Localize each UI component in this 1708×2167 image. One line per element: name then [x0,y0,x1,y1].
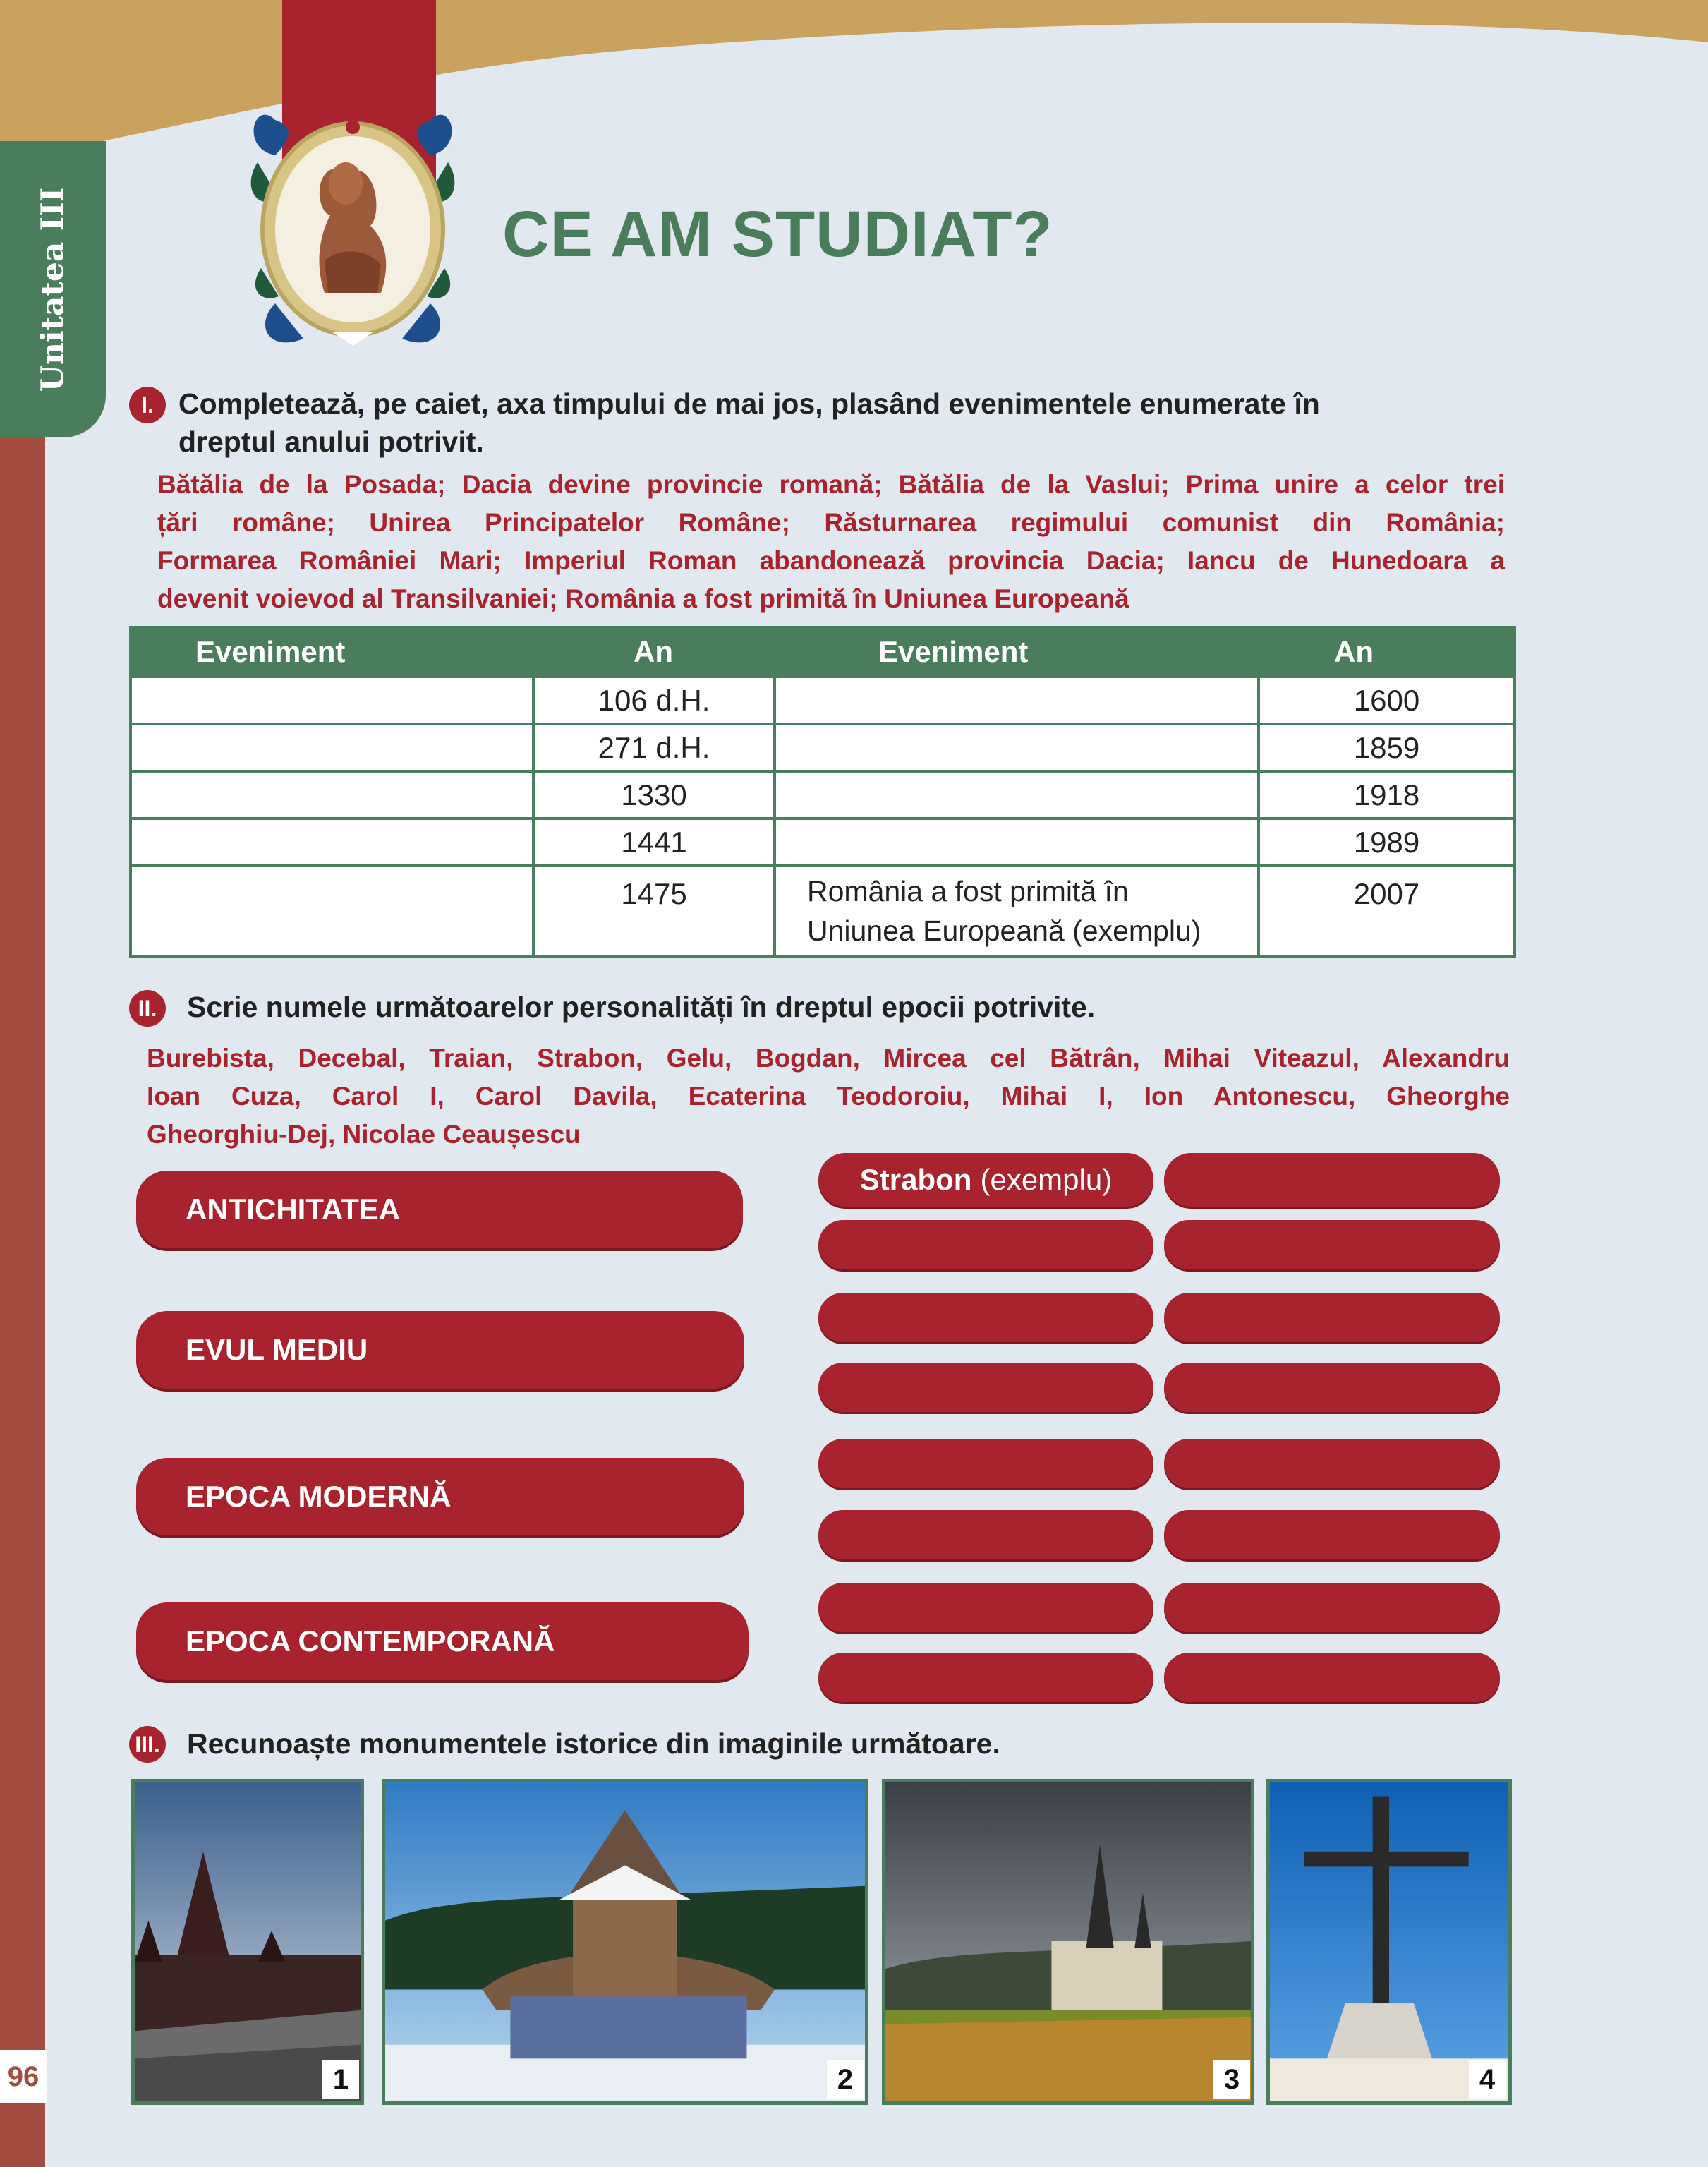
events-list [157,466,1505,618]
side-strip [0,437,45,2167]
monastery-photo [382,1779,868,2105]
section-1-instruction-line1: Completează, pe caiet, axa timpului de mai jos, plasând evenimentele enumerate în [178,387,1320,420]
section-1-number: I. [129,387,166,423]
photo-number: 2 [827,2060,864,2099]
era-evul-mediu: EVUL MEDIU [136,1311,744,1389]
header-year-left: An [533,627,775,677]
event-cell[interactable] [775,771,1259,819]
events-line: țări române; Unirea Principatelor Române; Răsturnarea regimului comunist din România; [157,508,1505,537]
page-title: CE AM STUDIAT? [502,198,1053,270]
example-name: Strabon [859,1163,972,1196]
name-pill[interactable] [1164,1220,1500,1269]
name-pill[interactable] [818,1293,1153,1342]
year-cell: 2007 [1259,866,1515,956]
section-2-instruction: Scrie numele următoarelor personalități în dreptul epocii potrivite. [187,991,1096,1023]
table-row [131,724,1515,771]
thinker-emblem-icon [247,92,459,353]
header-year-right: An [1259,627,1515,677]
table-row [131,771,1515,819]
year-cell: 1989 [1259,819,1515,866]
name-pill[interactable] [818,1439,1153,1488]
era-epoca-contemporana: EPOCA CONTEMPORANĂ [136,1602,749,1680]
table-row [131,677,1515,724]
era-antichitatea: ANTICHITATEA [136,1171,743,1248]
event-example-line2: Uniunea Europeană (exemplu) [807,915,1201,947]
event-example-line1: România a fost primită în [807,875,1129,907]
event-cell[interactable] [775,724,1259,771]
header-event-left: Eveniment [131,627,533,677]
names-line: Burebista, Decebal, Traian, Strabon, Gelu, Bogdan, Mircea cel Bătrân, Mihai Viteazul, Alexandru [147,1044,1510,1073]
event-cell[interactable] [131,724,533,771]
event-example-cell [775,866,1259,956]
name-pill[interactable] [818,1510,1153,1559]
year-cell: 271 d.H. [533,724,775,771]
photo-number: 4 [1469,2060,1506,2099]
cross-monument-photo [1266,1779,1512,2105]
names-list [147,1039,1510,1154]
event-cell[interactable] [131,819,533,866]
section-3-instruction: Recunoaște monumentele istorice din imaginile următoare. [187,1727,1000,1760]
photo-number: 1 [322,2060,359,2099]
name-pill[interactable] [1164,1653,1500,1702]
photo-number: 3 [1213,2060,1250,2099]
page-number: 96 [0,2050,47,2103]
year-cell: 1475 [533,866,775,956]
year-cell: 1859 [1259,724,1515,771]
section-1-instruction-line2: dreptul anului potrivit. [178,425,484,458]
events-line: Formarea României Mari; Imperiul Roman abandonează provincia Dacia; Iancu de Hunedoara a [157,546,1505,575]
section-3-number: III. [129,1726,166,1763]
event-cell[interactable] [775,677,1259,724]
name-pill[interactable] [1164,1153,1500,1207]
year-cell: 1441 [533,819,775,866]
unit-tab-label: Unitatea III [35,187,71,392]
names-line: Gheorghiu-Dej, Nicolae Ceaușescu [147,1120,581,1149]
castle-photo [131,1779,364,2105]
year-cell: 1600 [1259,677,1515,724]
timeline-table [129,626,1516,958]
name-pill[interactable] [818,1583,1153,1632]
name-pill[interactable] [818,1653,1153,1702]
year-cell: 106 d.H. [533,677,775,724]
name-pill[interactable] [818,1220,1153,1269]
name-pill[interactable] [818,1363,1153,1412]
header-event-right: Eveniment [775,627,1259,677]
event-cell[interactable] [131,866,533,956]
event-cell[interactable] [775,819,1259,866]
era-epoca-moderna: EPOCA MODERNĂ [136,1458,744,1535]
section-2-number: II. [129,990,166,1027]
name-pill[interactable] [1164,1363,1500,1412]
year-cell: 1330 [533,771,775,819]
events-line: Bătălia de la Posada; Dacia devine provincie romană; Bătălia de la Vaslui; Prima unire a celor trei [157,470,1505,499]
year-cell: 1918 [1259,771,1515,819]
palace-photo [882,1779,1254,2105]
event-cell[interactable] [131,677,533,724]
table-header-row [131,627,1515,677]
name-pill-example [818,1153,1153,1207]
table-row [131,819,1515,866]
name-pill[interactable] [1164,1439,1500,1488]
names-line: Ioan Cuza, Carol I, Carol Davila, Ecaterina Teodoroiu, Mihai I, Ion Antonescu, Gheorghe [147,1082,1510,1111]
name-pill[interactable] [1164,1510,1500,1559]
example-suffix: (exemplu) [980,1163,1113,1196]
event-cell[interactable] [131,771,533,819]
name-pill[interactable] [1164,1293,1500,1342]
name-pill[interactable] [1164,1583,1500,1632]
events-line: devenit voievod al Transilvaniei; România a fost primită în Uniunea Europeană [157,584,1129,613]
table-row [131,866,1515,956]
